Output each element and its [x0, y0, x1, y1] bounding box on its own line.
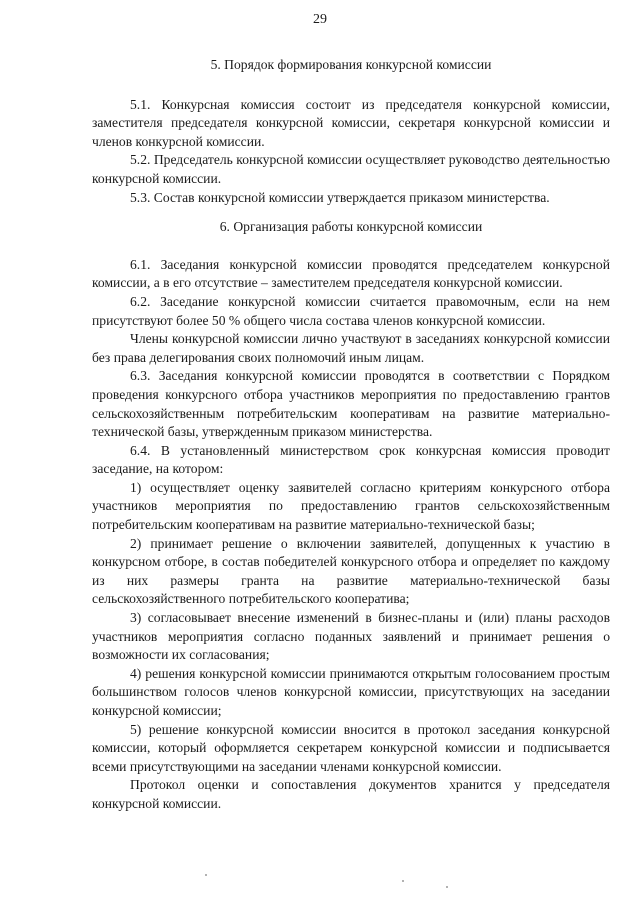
paragraph-5-3: 5.3. Состав конкурсной комиссии утверждается приказом министерства. — [130, 189, 550, 205]
list-item-5: 5) решение конкурсной комиссии вносится в протокол заседания конкурсной комиссии, который оформляется секретарем конкурсной комиссии и подписывается всеми присутствующими на заседании членами конкурсной комиссии. — [92, 721, 610, 774]
section-6-heading: 6. Организация работы конкурсной комиссии — [219, 219, 483, 235]
paragraph-members: Члены конкурсной комиссии лично участвуют в заседаниях конкурсной комиссии без права делегирования своих полномочий иным лицам. — [92, 331, 610, 365]
scan-speck — [446, 886, 448, 888]
list-item-4: 4) решения конкурсной комиссии принимаются открытым голосованием простым большинством голосов членов конкурсной комиссии, присутствующих на заседании конкурсной комиссии; — [92, 665, 610, 718]
document-body — [92, 56, 610, 814]
section-5-heading: 5. Порядок формирования конкурсной комиссии — [210, 57, 492, 72]
paragraph-6-3: 6.3. Заседания конкурсной комиссии проводятся в соответствии с Порядком проведения конкурсного отбора участников мероприятия по предоставлению грантов сельскохозяйственным потребительским кооперативам на развитие материально-технической базы, утвержденным приказом министерства. — [92, 368, 610, 440]
paragraph-5-2: 5.2. Председатель конкурсной комиссии осуществляет руководство деятельностью конкурсной комиссии. — [92, 152, 610, 186]
list-item-1: 1) осуществляет оценку заявителей согласно критериям конкурсного отбора участников мероприятия по предоставлению грантов сельскохозяйственным потребительским кооперативам на развитие материально-технической базы; — [92, 479, 610, 533]
closing-paragraph: Протокол оценки и сопоставления документов хранится у председателя конкурсной комиссии. — [92, 777, 610, 811]
list-item-3: 3) согласовывает внесение изменений в бизнес-планы и (или) планы расходов участников мероприятия согласно поданных заявлений и принимает решения о возможности их согласования; — [92, 610, 610, 663]
paragraph-5-1: 5.1. Конкурсная комиссия состоит из председателя конкурсной комиссии, заместителя председателя конкурсной комиссии, секретаря конкурсной комиссии и членов конкурсной комиссии. — [92, 96, 610, 149]
paragraph-6-4: 6.4. В установленный министерством срок конкурсная комиссия проводит заседание, на котором: — [92, 442, 610, 477]
paragraph-6-2: 6.2. Заседание конкурсной комиссии считается правомочным, если на нем присутствуют более 50 % общего числа состава членов конкурсной комиссии. — [92, 293, 610, 328]
list-item-2: 2) принимает решение о включении заявителей, допущенных к участию в конкурсном отборе, в состав победителей конкурсного отбора и определяет по каждому из них размеры гранта на развитие материально-технической базы сельскохозяйственного потребительского кооператива; — [92, 535, 610, 607]
paragraph-6-1: 6.1. Заседания конкурсной комиссии проводятся председателем конкурсной комиссии, а в его отсутствие – заместителем председателя конкурсной комиссии. — [92, 256, 610, 291]
scan-speck — [402, 880, 404, 882]
page-number: 29 — [313, 12, 327, 27]
scan-speck — [205, 874, 207, 876]
